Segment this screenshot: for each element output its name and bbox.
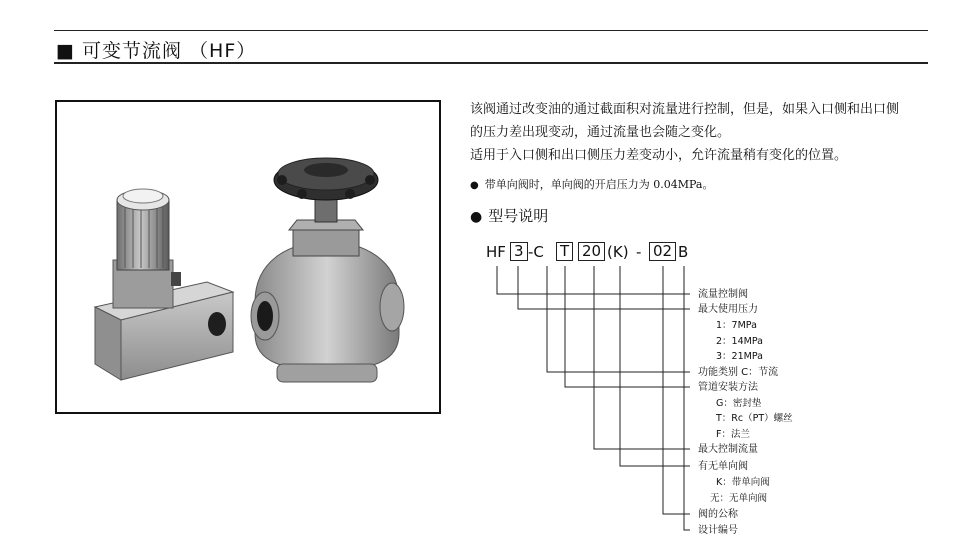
code-part-check-valve: (K) — [607, 243, 629, 261]
description-line-2: 的压力差出现变动，通过流量也会随之变化。 — [470, 125, 731, 140]
legend-pressure-3: 3：21MPa — [716, 351, 763, 362]
legend-max-pressure: 最大使用压力 — [698, 304, 758, 315]
code-part-function: -C — [528, 243, 544, 261]
legend-pressure-2: 2：14MPa — [716, 336, 763, 347]
legend-check-valve: 有无单向阀 — [698, 461, 748, 472]
code-part-flow: 20 — [578, 242, 605, 261]
code-part-series: HF — [486, 243, 506, 261]
description-line-1: 该阀通过改变油的通过截面积对流量进行控制，但是，如果入口侧和出口侧 — [470, 102, 900, 117]
note-text: 带单向阀时，单向阀的开启压力为 0.04MPa。 — [484, 178, 714, 191]
heading-text: 型号说明 — [488, 207, 549, 225]
legend-design-number: 设计编号 — [698, 525, 738, 536]
legend-flow-control-valve: 流量控制阀 — [698, 289, 748, 300]
code-part-design: B — [678, 243, 689, 261]
legend-mounting-f: F：法兰 — [716, 429, 750, 440]
code-part-size: 02 — [649, 242, 676, 261]
page-title: ■ 可变节流阀 （HF） — [56, 40, 257, 62]
heading-bullet: ● — [470, 209, 483, 225]
legend-mounting-method: 管道安装方法 — [698, 382, 758, 393]
legend-function-type: 功能类别 C：节流 — [698, 367, 779, 378]
code-part-pressure: 3 — [510, 242, 528, 261]
legend-mounting-t: T：Rc（PT）螺丝 — [716, 413, 793, 424]
description-line-3: 适用于入口侧和出口侧压力差变动小，允许流量稍有变化的位置。 — [470, 148, 848, 163]
note-bullet: ● — [470, 180, 479, 191]
legend-mounting-g: G：密封垫 — [716, 398, 762, 409]
code-part-mounting: T — [556, 242, 573, 261]
legend-pressure-1: 1：7MPa — [716, 320, 757, 331]
legend-nominal-size: 阀的公称 — [698, 509, 738, 520]
legend-check-valve-k: K：带单向阀 — [716, 477, 770, 488]
legend-max-flow: 最大控制流量 — [698, 444, 758, 455]
code-part-dash: - — [636, 243, 642, 261]
legend-check-valve-none: 无：无单向阀 — [710, 493, 768, 504]
